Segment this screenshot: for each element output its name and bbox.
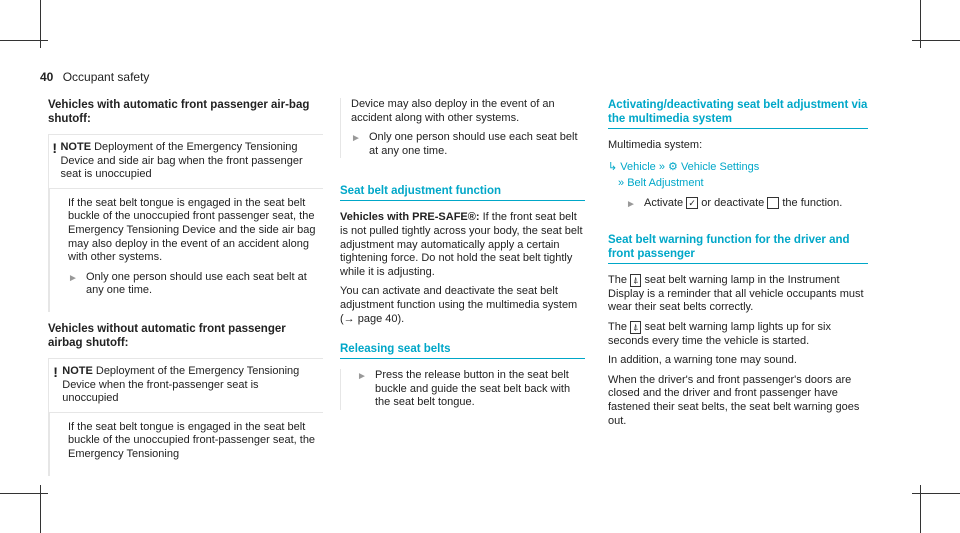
warning-icon: ! [52,140,58,156]
heading-auto-shutoff: Vehicles with automatic front passenger air-bag shutoff: [48,99,310,125]
heading-no-auto-shutoff: Vehicles without automatic front passenger airbag shutoff: [48,322,286,349]
the-text: The [608,320,627,333]
path-row [608,159,868,175]
paragraph: When the driver's and front passenger's doors are closed and the driver and front passenger have fastened their seat belts, the seat belt warning goes out. [608,373,860,427]
column-1 [48,98,323,476]
settings-icon: ⚙ [668,160,678,173]
warning-icon: ! [53,363,58,380]
step-arrow-icon: ► [68,272,78,284]
multimedia-label: Multimedia system: [608,139,703,151]
body-text: seat belt warning lamp lights up for six seconds every time the vehicle is started. [608,320,831,347]
checked-box-icon: ✓ [686,197,698,209]
paragraph [340,211,585,279]
section-title: Occupant safety [62,70,150,84]
heading-adjustment: Seat belt adjustment function [340,185,502,198]
instruction-step [608,197,868,212]
double-chevron-icon: » [618,176,625,189]
path-vehicle-settings: Vehicle Settings [680,160,760,173]
note-header [49,359,323,413]
note-box [48,134,323,312]
note-text [60,141,315,182]
note-heading: Deployment of the Emergency Tensioning Device when the front-passenger seat is unoccupied [62,364,300,405]
menu-path [608,159,868,191]
step-arrow-icon: ► [351,133,361,145]
note-box [48,358,323,476]
step-arrow-icon: ► [357,371,367,383]
paragraph [608,321,868,348]
instruction-step [68,271,323,298]
column-2 [340,98,585,416]
step-text [644,197,842,212]
note-label: NOTE [60,141,92,153]
section-heading [340,342,585,359]
note-continuation [340,98,585,158]
crop-mark [912,493,960,494]
step-text: Only one person should use each seat belt at any one time. [369,131,578,157]
note-paragraph: If the seat belt tongue is engaged in the seat belt buckle of the unoccupied front passenger seat, the Emergency Tensioning Device and the side air bag may also deploy in the event of an accident along with other systems. [68,196,316,264]
crop-mark [0,40,48,41]
heading-warning: Seat belt warning function for the driver and front passenger [608,234,850,261]
section-heading [608,98,868,129]
path-belt-adjustment: Belt Adjustment [627,176,704,189]
page-number: 40 [40,70,54,84]
crop-mark [912,40,960,41]
body-text: seat belt warning lamp in the Instrument Display is a reminder that all vehicle occupants must wear their seat belts correctly. [608,274,864,314]
column-3 [608,98,868,434]
seat-belt-icon: ⍋ [630,274,641,287]
paragraph [608,274,868,315]
note-body [49,413,323,476]
heading-releasing: Releasing seat belts [340,343,451,356]
section-heading [340,184,585,201]
note-label: NOTE [62,364,93,377]
paragraph: In addition, a warning tone may sound. [608,354,797,367]
section-heading [608,233,868,264]
step-text: Only one person should use each seat belt at any one time. [86,270,307,297]
step-end: the function. [782,196,843,209]
path-row [608,175,868,191]
heading-activating: Activating/deactivating seat belt adjustment via the multimedia system [608,99,868,125]
page-header [40,70,149,84]
paragraph: You can activate and deactivate the seat belt adjustment function using the multimedia system (→ page 40). [340,285,578,325]
instruction-step [351,131,585,158]
return-arrow-icon: ↳ [608,160,618,173]
step-arrow-icon: ► [626,198,636,210]
step-activate: Activate [644,196,684,209]
seat-belt-icon: ⍋ [630,321,641,334]
the-text: The [608,274,627,287]
note-paragraph: Device may also deploy in the event of an accident along with other systems. [351,98,555,124]
note-text [62,365,315,406]
crop-mark [0,493,48,494]
body-text: If the front seat belt is not pulled tightly across your body, the seat belt adjustment may automatically apply a certain tightening force. Do not hold the seat belt tightly while it is adjusting. [340,211,583,278]
lead-text: Vehicles with PRE-SAFE®: [340,211,480,224]
path-vehicle: Vehicle [620,160,656,173]
step-text: Press the release button in the seat belt buckle and guide the seat belt back with the seat belt tongue. [375,369,571,409]
double-chevron-icon: » [658,160,665,173]
note-paragraph: If the seat belt tongue is engaged in the seat belt buckle of the unoccupied front-passenger seat, the Emergency Tensioning [68,420,316,460]
step-deactivate: or deactivate [701,196,765,209]
note-heading: Deployment of the Emergency Tensioning Device and side air bag when the front passenger seat is unoccupied [60,141,303,181]
note-header [49,135,323,189]
empty-box-icon [767,197,779,209]
instruction-step [340,369,585,410]
note-body [49,189,323,312]
